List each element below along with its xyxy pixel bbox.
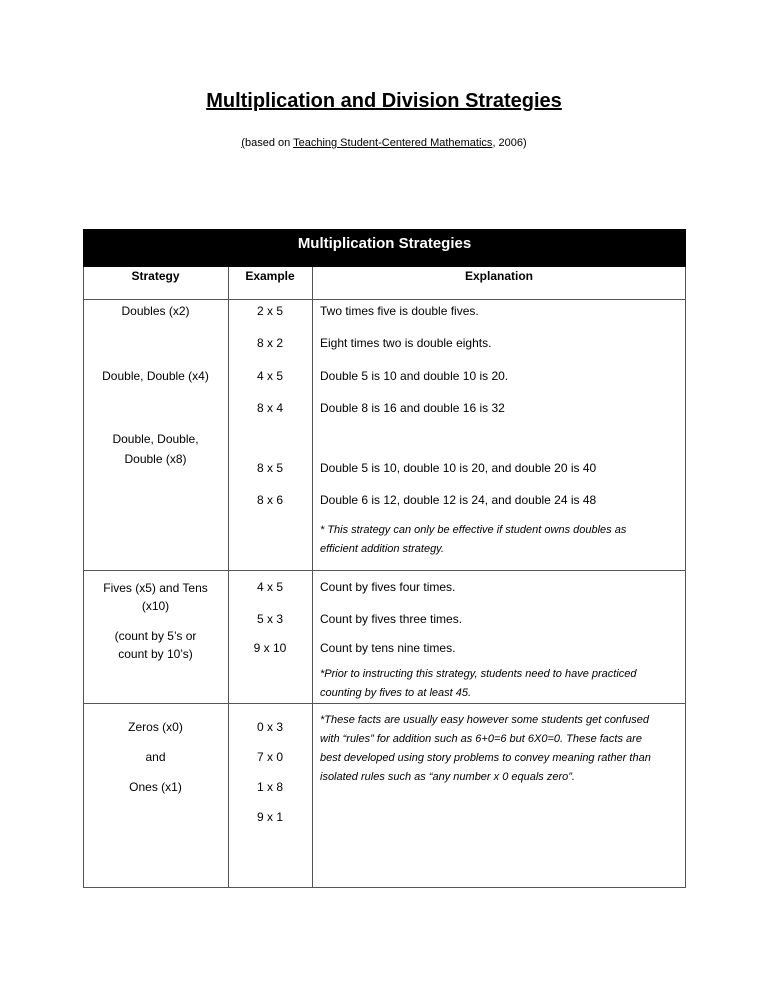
example-7x0: 7 x 0 <box>256 750 283 764</box>
explanation-4x5: Double 5 is 10 and double 10 is 20. <box>320 369 509 383</box>
zeros-ones-note-line1: *These facts are usually easy however some students get confused <box>320 714 649 726</box>
doubles-note <box>320 521 682 559</box>
strategy-fives-tens-line4: count by 10’s) <box>118 647 193 661</box>
strategy-double-double: Double, Double (x4) <box>102 369 209 383</box>
table-border-right <box>685 267 686 888</box>
column-header-strategy: Strategy <box>131 269 180 283</box>
example-4x5: 4 x 5 <box>256 369 283 383</box>
zeros-ones-examples <box>228 712 312 832</box>
doubles-note-line2: efficient addition strategy. <box>320 543 444 555</box>
column-header-example: Example <box>245 269 295 283</box>
row-divider-1 <box>83 570 686 571</box>
table-heading-text: Multiplication Strategies <box>297 235 472 252</box>
example-8x4: 8 x 4 <box>256 401 283 415</box>
strategy-zeros-ones <box>83 712 228 802</box>
strategy-fives-tens-line2: (x10) <box>141 599 170 613</box>
explanation-9x10: Count by tens nine times. <box>320 641 456 655</box>
citation-prefix: based on <box>244 137 294 149</box>
example-5x3: 5 x 3 <box>256 612 283 626</box>
zeros-ones-note-line4: isolated rules such as “any number x 0 equals zero”. <box>320 771 575 783</box>
strategy-zeros-ones-line2: and <box>145 750 166 764</box>
example-8x2: 8 x 2 <box>256 336 283 350</box>
column-divider-2 <box>312 267 313 888</box>
zeros-ones-note <box>320 711 682 787</box>
strategy-double-double-double-line1: Double, Double, <box>112 432 199 446</box>
citation-suffix: , 2006) <box>492 137 527 149</box>
row-divider-2 <box>83 703 686 704</box>
explanation-4x5-fives: Count by fives four times. <box>320 580 456 594</box>
explanation-2x5: Two times five is double fives. <box>320 304 479 318</box>
citation-open-paren: ( <box>241 137 245 149</box>
strategy-zeros-ones-line3: Ones (x1) <box>129 780 182 794</box>
fives-note-line1: *Prior to instructing this strategy, students need to have practiced <box>320 668 637 680</box>
explanation-8x4: Double 8 is 16 and double 16 is 32 <box>320 401 505 415</box>
doubles-note-line1: * This strategy can only be effective if student owns doubles as <box>320 524 627 536</box>
strategy-fives-tens <box>83 579 228 663</box>
example-8x5: 8 x 5 <box>256 461 283 475</box>
example-4x5-fives: 4 x 5 <box>256 580 283 594</box>
fives-note-line2: counting by fives to at least 45. <box>320 687 472 699</box>
strategy-double-double-double <box>83 429 228 469</box>
table-heading <box>83 229 686 267</box>
example-8x6: 8 x 6 <box>256 493 283 507</box>
strategy-zeros-ones-line1: Zeros (x0) <box>128 720 183 734</box>
page-title: Multiplication and Division Strategies <box>206 90 562 112</box>
example-9x1: 9 x 1 <box>256 810 283 824</box>
zeros-ones-note-line3: best developed using story problems to convey meaning rather than <box>320 752 651 764</box>
strategy-doubles: Doubles (x2) <box>121 304 190 318</box>
fives-note <box>320 665 682 703</box>
example-2x5: 2 x 5 <box>256 304 283 318</box>
column-header-explanation: Explanation <box>464 269 533 283</box>
explanation-8x6: Double 6 is 12, double 12 is 24, and double 24 is 48 <box>320 493 597 507</box>
explanation-5x3: Count by fives three times. <box>320 612 463 626</box>
citation-book-title: Teaching Student-Centered Mathematics <box>293 137 493 149</box>
strategy-double-double-double-line2: Double (x8) <box>124 452 187 466</box>
strategies-table <box>83 229 686 888</box>
zeros-ones-note-line2: with “rules” for addition such as 6+0=6 but 6X0=0. These facts are <box>320 733 642 745</box>
example-1x8: 1 x 8 <box>256 780 283 794</box>
explanation-8x5: Double 5 is 10, double 10 is 20, and double 20 is 40 <box>320 461 597 475</box>
source-citation <box>0 137 768 149</box>
explanation-8x2: Eight times two is double eights. <box>320 336 492 350</box>
strategy-fives-tens-line1: Fives (x5) and Tens <box>103 581 208 595</box>
example-9x10: 9 x 10 <box>253 641 287 655</box>
table-border-bottom <box>83 887 686 888</box>
header-row-divider <box>83 299 686 300</box>
spacer <box>83 615 228 627</box>
example-0x3: 0 x 3 <box>256 720 283 734</box>
strategy-fives-tens-line3: (count by 5’s or <box>114 629 197 643</box>
